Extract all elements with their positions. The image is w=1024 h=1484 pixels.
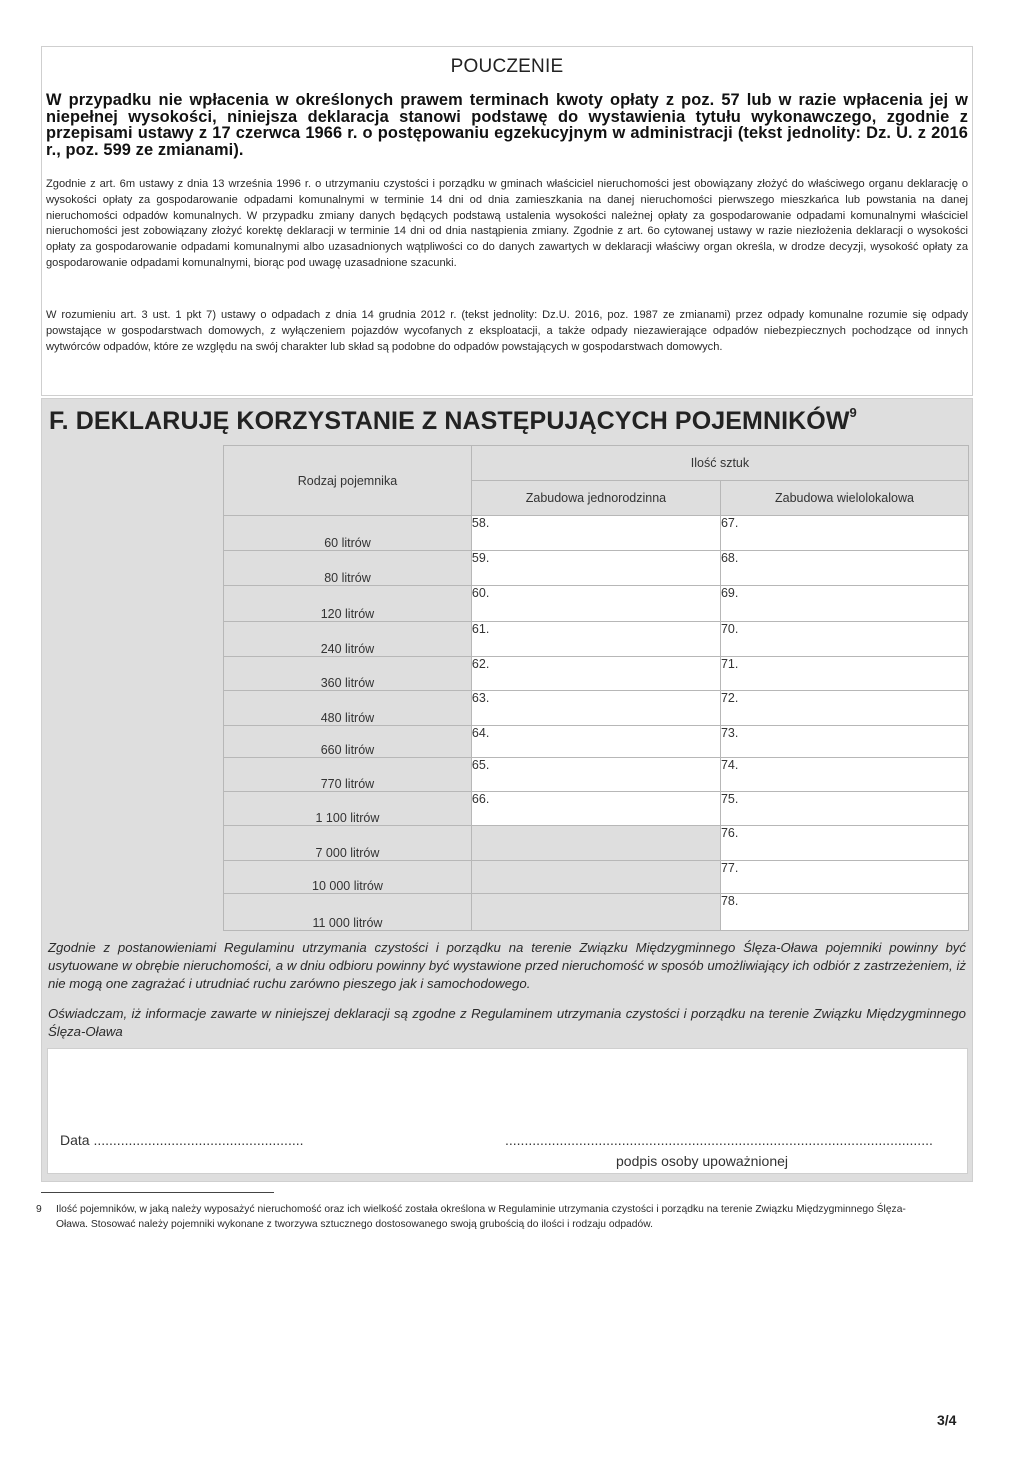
single-family-quantity-field[interactable]: 63. <box>471 691 720 726</box>
table-row <box>224 758 969 792</box>
container-type-label: 120 litrów <box>224 586 472 622</box>
single-family-quantity-field[interactable]: 61. <box>471 622 720 657</box>
signature-field[interactable]: .............................................................................................................. <box>505 1132 933 1148</box>
table-row <box>224 826 969 861</box>
containers-table <box>223 445 969 931</box>
table-row <box>224 726 969 758</box>
declaration-statement: Oświadczam, iż informacje zawarte w niniejszej deklaracji są zgodne z Regulaminem utrzymania czystości i porządku na terenie Związku Międzygminnego Ślęza-Oława <box>48 1006 966 1039</box>
pouczenie-paragraph-2: W rozumieniu art. 3 ust. 1 pkt 7) ustawy o odpadach z dnia 14 grudnia 2012 r. (tekst jednolity: Dz.U. 2016, poz. 1987 ze zmianami) przez odpady komunalne rozumie się odpady powstające w gospodarstwach domowych, z wyłączeniem pojazdów wycofanych z eksploatacji, a także odpady niezawierające odpadów niebezpiecznych pochodzące od innych wytwórców odpadów, które ze względu na swój charakter lub skład są podobne do odpadów powstających w gospodarstwach domowych. <box>46 309 968 353</box>
table-row <box>224 622 969 657</box>
pouczenie-section <box>41 46 973 396</box>
multi-family-quantity-field[interactable]: 70. <box>720 622 968 657</box>
section-f <box>41 398 973 1182</box>
signature-box <box>47 1048 968 1174</box>
page-number: 3/4 <box>937 1412 957 1428</box>
multi-family-quantity-field[interactable]: 73. <box>720 726 968 758</box>
single-family-quantity-field[interactable]: 66. <box>471 792 720 826</box>
table-row <box>224 516 969 551</box>
section-f-footnote-ref: 9 <box>849 405 857 420</box>
column-header-multi-family: Zabudowa wielolokalowa <box>720 481 968 516</box>
signature-label: podpis osoby upoważnionej <box>616 1153 789 1169</box>
placement-note: Zgodnie z postanowieniami Regulaminu utrzymania czystości i porządku na terenie Związku Międzygminnego Ślęza-Oława pojemniki powinny być usytuowane w obrębie nieruchomości, a w dniu odbioru powinny być wystawione przed nieruchomość w sposób umożliwiający ich odbiór z zastrzeżeniem, iż nie mogą one zagrażać i utrudniać ruchu zarówno pieszego jak i samochodowego. <box>48 940 966 991</box>
container-type-label: 240 litrów <box>224 622 472 657</box>
table-row <box>224 551 969 586</box>
single-family-quantity-field[interactable]: 64. <box>471 726 720 758</box>
single-family-quantity-field[interactable]: 58. <box>471 516 720 551</box>
table-row <box>224 792 969 826</box>
container-type-label: 1 100 litrów <box>224 792 472 826</box>
single-family-quantity-field <box>471 894 720 931</box>
single-family-quantity-field[interactable]: 60. <box>471 586 720 622</box>
table-row <box>224 657 969 691</box>
container-type-label: 660 litrów <box>224 726 472 758</box>
container-type-label: 10 000 litrów <box>224 861 472 894</box>
container-type-label: 480 litrów <box>224 691 472 726</box>
single-family-quantity-field <box>471 826 720 861</box>
table-row <box>224 894 969 931</box>
container-type-label: 7 000 litrów <box>224 826 472 861</box>
column-header-quantity: Ilość sztuk <box>471 446 968 481</box>
multi-family-quantity-field[interactable]: 78. <box>720 894 968 931</box>
date-field[interactable]: Data ...................................................... <box>60 1132 304 1148</box>
section-f-title <box>49 407 857 436</box>
footnote-divider <box>41 1192 274 1193</box>
section-f-title-text: F. DEKLARUJĘ KORZYSTANIE Z NASTĘPUJĄCYCH POJEMNIKÓW <box>49 407 850 435</box>
container-type-label: 360 litrów <box>224 657 472 691</box>
table-row <box>224 691 969 726</box>
container-type-label: 60 litrów <box>224 516 472 551</box>
container-type-label: 770 litrów <box>224 758 472 792</box>
multi-family-quantity-field[interactable]: 71. <box>720 657 968 691</box>
table-row <box>224 586 969 622</box>
footnote <box>36 1203 936 1232</box>
multi-family-quantity-field[interactable]: 74. <box>720 758 968 792</box>
pouczenie-paragraph-1: Zgodnie z art. 6m ustawy z dnia 13 września 1996 r. o utrzymaniu czystości i porządku w gminach właściciel nieruchomości jest obowiązany złożyć do właściwego organu deklarację o wysokości opłaty za gospodarowanie odpadami komunalnymi w terminie 14 dni od dnia zamieszkania na danej nieruchomości pierwszego mieszkańca lub powstania na danej nieruchomości odpadów komunalnych. W przypadku zmiany danych będących podstawą ustalenia wysokości należnej opłaty za gospodarowanie odpadami komunalnymi właściciel nieruchomości jest zobowiązany złożyć korektę deklaracji w terminie 14 dni od dnia nastąpienia zmiany. Zgodnie z art. 6o cytowanej ustawy w razie niezłożenia deklaracji o wysokości opłaty za gospodarowanie odpadami komunalnymi albo uzasadnionych wątpliwości co do danych zawartych w deklaracji właściwy organ określa, w drodze decyzji, wysokość opłaty za gospodarowanie odpadami komunalnymi, biorąc pod uwagę uzasadnione szacunki. <box>46 178 968 269</box>
single-family-quantity-field <box>471 861 720 894</box>
container-type-label: 80 litrów <box>224 551 472 586</box>
pouczenie-title: POUCZENIE <box>450 56 564 77</box>
multi-family-quantity-field[interactable]: 72. <box>720 691 968 726</box>
single-family-quantity-field[interactable]: 65. <box>471 758 720 792</box>
column-header-single-family: Zabudowa jednorodzinna <box>471 481 720 516</box>
pouczenie-warning: W przypadku nie wpłacenia w określonych prawem terminach kwoty opłaty z poz. 57 lub w razie wpłacenia jej w niepełnej wysokości, niniejsza deklaracja stanowi podstawę do wystawienia tytułu wykonawczego, zgodnie z przepisami ustawy z 17 czerwca 1966 r. o postępowaniu egzekucyjnym w administracji (tekst jednolity: Dz. U. z 2016 r., poz. 599 ze zmianami). <box>46 91 968 159</box>
footnote-text: Ilość pojemników, w jaką należy wyposażyć nieruchomość oraz ich wielkość została określona w Regulaminie utrzymania czystości i porządku na terenie Związku Międzygminnego Ślęza-Oława. Stosować należy pojemniki wykonane z tworzywa sztucznego dostosowanego swoją grubością do ilości i rodzaju odpadów. <box>56 1204 906 1230</box>
table-row <box>224 861 969 894</box>
multi-family-quantity-field[interactable]: 75. <box>720 792 968 826</box>
column-header-type: Rodzaj pojemnika <box>224 446 472 516</box>
container-type-label: 11 000 litrów <box>224 894 472 931</box>
multi-family-quantity-field[interactable]: 76. <box>720 826 968 861</box>
multi-family-quantity-field[interactable]: 77. <box>720 861 968 894</box>
footnote-number: 9 <box>36 1204 42 1215</box>
single-family-quantity-field[interactable]: 59. <box>471 551 720 586</box>
multi-family-quantity-field[interactable]: 69. <box>720 586 968 622</box>
single-family-quantity-field[interactable]: 62. <box>471 657 720 691</box>
multi-family-quantity-field[interactable]: 67. <box>720 516 968 551</box>
multi-family-quantity-field[interactable]: 68. <box>720 551 968 586</box>
